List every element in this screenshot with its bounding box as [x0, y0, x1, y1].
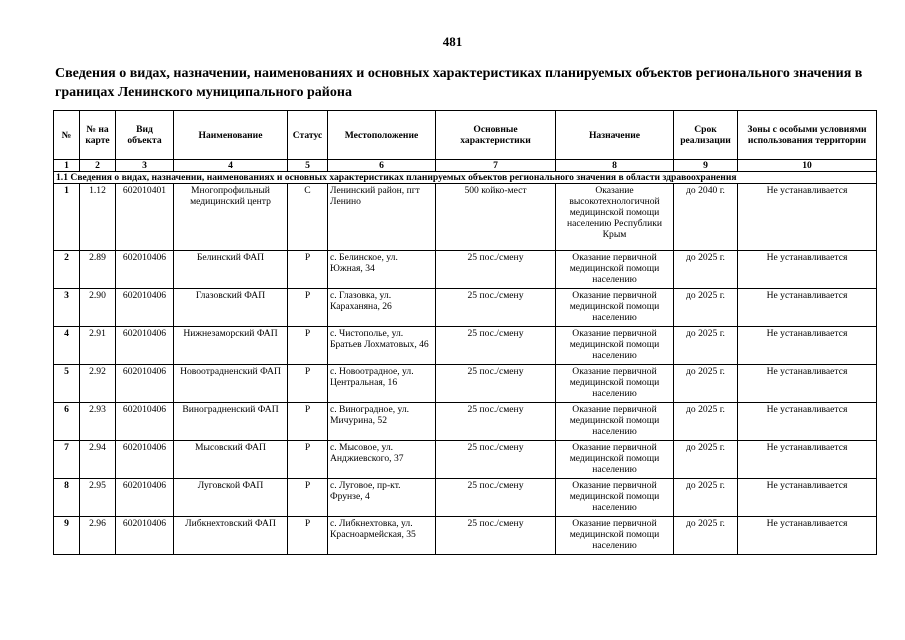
row-number: 3: [54, 289, 80, 327]
column-number: 2: [80, 160, 116, 172]
object-characteristics: 25 пос./смену: [436, 479, 556, 517]
row-number: 7: [54, 441, 80, 479]
object-type: 602010406: [116, 365, 174, 403]
object-type: 602010406: [116, 479, 174, 517]
object-status: Р: [288, 517, 328, 555]
object-location: с. Виноградное, ул. Мичурина, 52: [328, 403, 436, 441]
object-characteristics: 25 пос./смену: [436, 251, 556, 289]
object-location: с. Новоотрадное, ул. Центральная, 16: [328, 365, 436, 403]
object-status: Р: [288, 327, 328, 365]
table-row: [54, 251, 877, 289]
object-characteristics: 25 пос./смену: [436, 365, 556, 403]
object-term: до 2025 г.: [674, 365, 738, 403]
object-purpose: Оказание первичной медицинской помощи населению: [556, 441, 674, 479]
object-zones: Не устанавливается: [738, 184, 877, 251]
object-type: 602010406: [116, 441, 174, 479]
object-name: Белинский ФАП: [174, 251, 288, 289]
map-number: 2.91: [80, 327, 116, 365]
header-cell: Основные характеристики: [436, 111, 556, 160]
object-purpose: Оказание первичной медицинской помощи населению: [556, 365, 674, 403]
column-number: 7: [436, 160, 556, 172]
object-characteristics: 25 пос./смену: [436, 289, 556, 327]
column-number: 5: [288, 160, 328, 172]
object-zones: Не устанавливается: [738, 479, 877, 517]
object-name: Нижнезаморский ФАП: [174, 327, 288, 365]
table-row: [54, 365, 877, 403]
object-name: Глазовский ФАП: [174, 289, 288, 327]
map-number: 2.95: [80, 479, 116, 517]
object-location: Ленинский район, пгт Ленино: [328, 184, 436, 251]
row-number: 2: [54, 251, 80, 289]
column-number: 9: [674, 160, 738, 172]
object-name: Виноградненский ФАП: [174, 403, 288, 441]
object-term: до 2025 г.: [674, 251, 738, 289]
objects-table: [53, 110, 877, 555]
header-cell: Местоположение: [328, 111, 436, 160]
section-row: [54, 172, 877, 184]
map-number: 2.89: [80, 251, 116, 289]
object-zones: Не устанавливается: [738, 327, 877, 365]
object-name: Многопрофильный медицинский центр: [174, 184, 288, 251]
header-cell: № на карте: [80, 111, 116, 160]
object-type: 602010406: [116, 289, 174, 327]
object-purpose: Оказание первичной медицинской помощи населению: [556, 479, 674, 517]
object-name: Либкнехтовский ФАП: [174, 517, 288, 555]
object-name: Луговской ФАП: [174, 479, 288, 517]
map-number: 2.90: [80, 289, 116, 327]
header-cell: Назначение: [556, 111, 674, 160]
column-number: 1: [54, 160, 80, 172]
object-purpose: Оказание первичной медицинской помощи населению: [556, 403, 674, 441]
row-number: 5: [54, 365, 80, 403]
table-row: [54, 289, 877, 327]
column-number: 10: [738, 160, 877, 172]
table-row: [54, 184, 877, 251]
object-location: с. Чистополье, ул. Братьев Лохматовых, 46: [328, 327, 436, 365]
table-row: [54, 517, 877, 555]
column-number: 6: [328, 160, 436, 172]
map-number: 2.94: [80, 441, 116, 479]
object-status: Р: [288, 365, 328, 403]
section-title: 1.1 Сведения о видах, назначении, наименованиях и основных характеристиках планируемых объектов регионального значения в области здравоохранения: [54, 172, 877, 184]
object-term: до 2025 г.: [674, 289, 738, 327]
header-cell: Статус: [288, 111, 328, 160]
object-location: с. Глазовка, ул. Караханяна, 26: [328, 289, 436, 327]
object-status: Р: [288, 441, 328, 479]
column-number: 4: [174, 160, 288, 172]
object-purpose: Оказание первичной медицинской помощи населению: [556, 517, 674, 555]
map-number: 2.96: [80, 517, 116, 555]
object-zones: Не устанавливается: [738, 517, 877, 555]
object-status: Р: [288, 251, 328, 289]
header-cell: №: [54, 111, 80, 160]
header-row: [54, 111, 877, 160]
object-characteristics: 25 пос./смену: [436, 327, 556, 365]
object-term: до 2025 г.: [674, 441, 738, 479]
object-type: 602010406: [116, 251, 174, 289]
object-zones: Не устанавливается: [738, 251, 877, 289]
column-number: 3: [116, 160, 174, 172]
object-location: с. Мысовое, ул. Анджиевского, 37: [328, 441, 436, 479]
object-term: до 2025 г.: [674, 327, 738, 365]
column-number-row: [54, 160, 877, 172]
object-purpose: Оказание первичной медицинской помощи населению: [556, 251, 674, 289]
object-term: до 2025 г.: [674, 479, 738, 517]
row-number: 6: [54, 403, 80, 441]
object-type: 602010406: [116, 327, 174, 365]
table-row: [54, 441, 877, 479]
column-number: 8: [556, 160, 674, 172]
object-name: Новоотрадненский ФАП: [174, 365, 288, 403]
page-number: 481: [442, 34, 463, 49]
object-purpose: Оказание первичной медицинской помощи населению: [556, 289, 674, 327]
object-characteristics: 25 пос./смену: [436, 403, 556, 441]
row-number: 4: [54, 327, 80, 365]
table-row: [54, 479, 877, 517]
object-characteristics: 500 койко-мест: [436, 184, 556, 251]
object-type: 602010406: [116, 403, 174, 441]
header-cell: Наименование: [174, 111, 288, 160]
map-number: 2.92: [80, 365, 116, 403]
map-number: 1.12: [80, 184, 116, 251]
row-number: 8: [54, 479, 80, 517]
object-status: С: [288, 184, 328, 251]
object-purpose: Оказание высокотехнологичной медицинской помощи населению Республики Крым: [556, 184, 674, 251]
map-number: 2.93: [80, 403, 116, 441]
object-term: до 2025 г.: [674, 517, 738, 555]
object-zones: Не устанавливается: [738, 365, 877, 403]
object-zones: Не устанавливается: [738, 289, 877, 327]
table-row: [54, 403, 877, 441]
object-zones: Не устанавливается: [738, 441, 877, 479]
header-cell: Срок реализации: [674, 111, 738, 160]
object-location: с. Белинское, ул. Южная, 34: [328, 251, 436, 289]
object-term: до 2040 г.: [674, 184, 738, 251]
row-number: 1: [54, 184, 80, 251]
table-row: [54, 327, 877, 365]
object-location: с. Либкнехтовка, ул. Красноармейская, 35: [328, 517, 436, 555]
object-status: Р: [288, 289, 328, 327]
object-characteristics: 25 пос./смену: [436, 441, 556, 479]
object-status: Р: [288, 403, 328, 441]
document-title: Сведения о видах, назначении, наименованиях и основных характеристиках планируемых объектов регионального значения в границах Ленинского муниципального района: [55, 66, 863, 100]
object-name: Мысовский ФАП: [174, 441, 288, 479]
object-status: Р: [288, 479, 328, 517]
object-characteristics: 25 пос./смену: [436, 517, 556, 555]
object-location: с. Луговое, пр-кт. Фрунзе, 4: [328, 479, 436, 517]
object-purpose: Оказание первичной медицинской помощи населению: [556, 327, 674, 365]
header-cell: Вид объекта: [116, 111, 174, 160]
object-type: 602010401: [116, 184, 174, 251]
object-zones: Не устанавливается: [738, 403, 877, 441]
object-term: до 2025 г.: [674, 403, 738, 441]
object-type: 602010406: [116, 517, 174, 555]
row-number: 9: [54, 517, 80, 555]
header-cell: Зоны с особыми условиями использования территории: [738, 111, 877, 160]
